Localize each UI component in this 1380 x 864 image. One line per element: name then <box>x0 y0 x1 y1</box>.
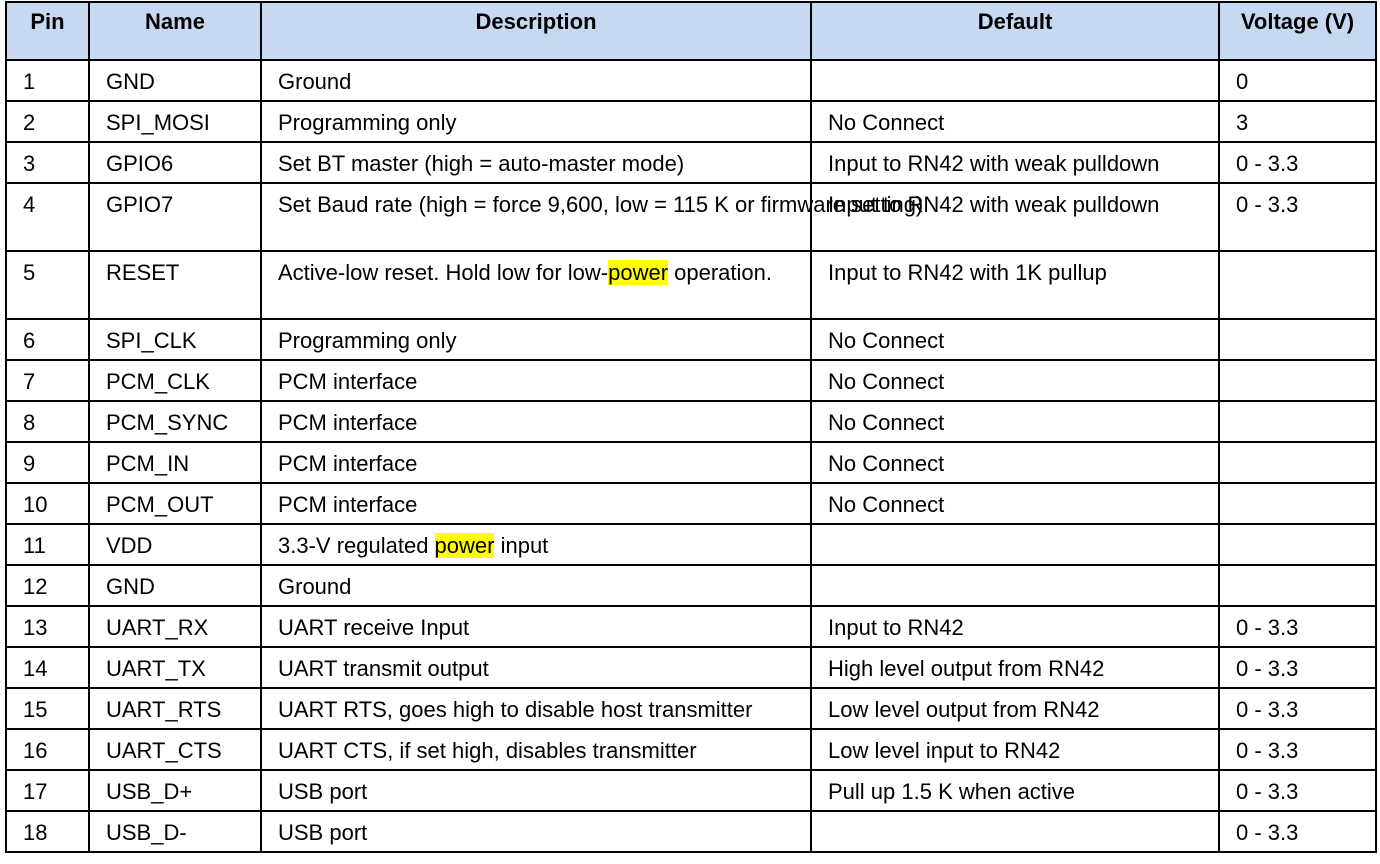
pin-name: UART_RTS <box>89 688 261 729</box>
description-text: UART receive Input <box>278 615 470 640</box>
pin-number: 13 <box>6 606 89 647</box>
header-pin: Pin <box>6 2 89 60</box>
table-row <box>6 688 1376 729</box>
pin-description <box>261 360 811 401</box>
table-row <box>6 647 1376 688</box>
pin-voltage <box>1219 319 1376 360</box>
pin-voltage <box>1219 442 1376 483</box>
pin-number: 7 <box>6 360 89 401</box>
table-row <box>6 606 1376 647</box>
pin-name: PCM_IN <box>89 442 261 483</box>
pin-description <box>261 565 811 606</box>
pin-voltage <box>1219 251 1376 319</box>
pin-voltage: 0 - 3.3 <box>1219 770 1376 811</box>
description-text: Set BT master (high = auto-master mode) <box>278 151 685 176</box>
pin-default: Input to RN42 with weak pulldown <box>811 142 1219 183</box>
pin-description <box>261 606 811 647</box>
description-text: operation. <box>668 260 772 285</box>
pin-voltage: 0 - 3.3 <box>1219 183 1376 251</box>
pin-table <box>5 1 1377 853</box>
pin-name: UART_TX <box>89 647 261 688</box>
pin-description <box>261 60 811 101</box>
table-body <box>6 60 1376 852</box>
pin-voltage <box>1219 401 1376 442</box>
pin-name: RESET <box>89 251 261 319</box>
pin-voltage: 0 <box>1219 60 1376 101</box>
pin-number: 2 <box>6 101 89 142</box>
pin-number: 17 <box>6 770 89 811</box>
pin-number: 5 <box>6 251 89 319</box>
table-row <box>6 524 1376 565</box>
table-row <box>6 360 1376 401</box>
description-text: Ground <box>278 69 352 94</box>
description-text: USB port <box>278 820 368 845</box>
table-row <box>6 483 1376 524</box>
pin-name: GPIO7 <box>89 183 261 251</box>
pin-name: SPI_CLK <box>89 319 261 360</box>
pin-number: 11 <box>6 524 89 565</box>
pin-number: 16 <box>6 729 89 770</box>
pin-description <box>261 647 811 688</box>
pin-default <box>811 524 1219 565</box>
pin-number: 18 <box>6 811 89 852</box>
description-text: Programming only <box>278 110 457 135</box>
pin-voltage: 0 - 3.3 <box>1219 688 1376 729</box>
pin-name: GND <box>89 60 261 101</box>
header-name: Name <box>89 2 261 60</box>
header-description: Description <box>261 2 811 60</box>
pin-default: Pull up 1.5 K when active <box>811 770 1219 811</box>
description-text: UART CTS, if set high, disables transmitter <box>278 738 697 763</box>
table-row <box>6 401 1376 442</box>
description-text: UART transmit output <box>278 656 489 681</box>
table-row <box>6 183 1376 251</box>
pin-default: No Connect <box>811 442 1219 483</box>
pin-number: 10 <box>6 483 89 524</box>
description-text: PCM interface <box>278 410 418 435</box>
pin-default <box>811 60 1219 101</box>
pin-default: Input to RN42 <box>811 606 1219 647</box>
table-row <box>6 811 1376 852</box>
pin-description <box>261 688 811 729</box>
pin-number: 15 <box>6 688 89 729</box>
pin-description <box>261 811 811 852</box>
table-row <box>6 729 1376 770</box>
pin-name: SPI_MOSI <box>89 101 261 142</box>
pin-default: No Connect <box>811 401 1219 442</box>
description-text: Ground <box>278 574 352 599</box>
pin-description <box>261 442 811 483</box>
pin-default: Low level input to RN42 <box>811 729 1219 770</box>
pin-default: No Connect <box>811 483 1219 524</box>
description-text: Programming only <box>278 328 457 353</box>
table-row <box>6 60 1376 101</box>
pin-description <box>261 729 811 770</box>
pin-name: GND <box>89 565 261 606</box>
pin-description <box>261 251 811 319</box>
pin-voltage: 0 - 3.3 <box>1219 142 1376 183</box>
pin-voltage <box>1219 360 1376 401</box>
pin-number: 6 <box>6 319 89 360</box>
table-row <box>6 442 1376 483</box>
description-text: PCM interface <box>278 369 418 394</box>
pin-voltage: 0 - 3.3 <box>1219 606 1376 647</box>
table-row <box>6 319 1376 360</box>
header-voltage: Voltage (V) <box>1219 2 1376 60</box>
description-text: USB port <box>278 779 368 804</box>
highlighted-term: power <box>434 533 495 558</box>
table-row <box>6 251 1376 319</box>
pin-default: Low level output from RN42 <box>811 688 1219 729</box>
pin-description <box>261 319 811 360</box>
pin-name: PCM_SYNC <box>89 401 261 442</box>
pin-description <box>261 101 811 142</box>
pin-voltage: 0 - 3.3 <box>1219 647 1376 688</box>
pin-name: UART_CTS <box>89 729 261 770</box>
header-default: Default <box>811 2 1219 60</box>
pin-voltage: 0 - 3.3 <box>1219 811 1376 852</box>
pin-number: 4 <box>6 183 89 251</box>
pin-description <box>261 483 811 524</box>
pin-voltage <box>1219 565 1376 606</box>
pin-name: USB_D- <box>89 811 261 852</box>
pin-default: No Connect <box>811 319 1219 360</box>
pin-default: Input to RN42 with 1K pullup <box>811 251 1219 319</box>
pin-name: GPIO6 <box>89 142 261 183</box>
table-row <box>6 101 1376 142</box>
pin-number: 1 <box>6 60 89 101</box>
pin-name: VDD <box>89 524 261 565</box>
pin-default: No Connect <box>811 101 1219 142</box>
pin-number: 9 <box>6 442 89 483</box>
header-row <box>6 2 1376 60</box>
pin-name: PCM_OUT <box>89 483 261 524</box>
pin-voltage: 3 <box>1219 101 1376 142</box>
pin-description <box>261 183 924 251</box>
pin-number: 12 <box>6 565 89 606</box>
table-row <box>6 565 1376 606</box>
pin-description <box>261 524 811 565</box>
pin-default: High level output from RN42 <box>811 647 1219 688</box>
pin-voltage <box>1219 524 1376 565</box>
description-text: PCM interface <box>278 451 418 476</box>
pin-voltage: 0 - 3.3 <box>1219 729 1376 770</box>
pin-name: UART_RX <box>89 606 261 647</box>
description-text: UART RTS, goes high to disable host transmitter <box>278 697 753 722</box>
pin-default: No Connect <box>811 360 1219 401</box>
pin-description <box>261 401 811 442</box>
pin-voltage <box>1219 483 1376 524</box>
pin-name: USB_D+ <box>89 770 261 811</box>
table-row <box>6 142 1376 183</box>
pin-default <box>811 565 1219 606</box>
description-text: input <box>494 533 549 558</box>
pin-description <box>261 142 811 183</box>
pin-number: 3 <box>6 142 89 183</box>
pin-default: Input to RN42 with weak pulldown <box>811 183 1219 251</box>
pin-description <box>261 770 811 811</box>
description-text: Set Baud rate (high = force 9,600, low = 115 K or firmware setting) <box>278 192 924 217</box>
description-text: 3.3-V regulated <box>278 533 435 558</box>
highlighted-term: power <box>608 260 669 285</box>
description-text: Active-low reset. Hold low for low- <box>278 260 609 285</box>
pin-name: PCM_CLK <box>89 360 261 401</box>
description-text: PCM interface <box>278 492 418 517</box>
table-row <box>6 770 1376 811</box>
pin-default <box>811 811 1219 852</box>
pin-number: 8 <box>6 401 89 442</box>
pin-number: 14 <box>6 647 89 688</box>
